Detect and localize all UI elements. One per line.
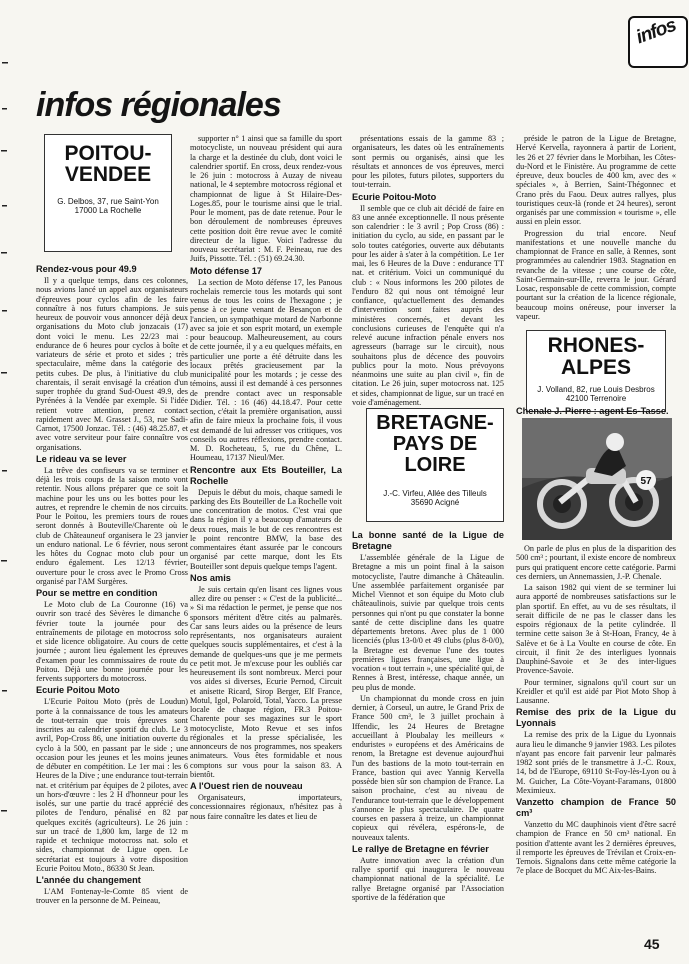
paragraph: On parle de plus en plus de la disparition des 500 cm³ ; pourtant, il existe encore de nombreux purs qui pratiquent encore cette catégorie. Parmi ces derniers, un Annemassien, J.-P. Chenale. [516,544,676,581]
paragraph: Organisateurs, importateurs, concessionnaires régionaux, n'hésitez pas à nous faire connaître les dates et lieu de [190,793,342,821]
page-number: 45 [644,936,660,952]
region-address: J.-C. Virfeu, Allée des Tilleuls 35690 Acigné [383,489,487,507]
heading: Ecurie Poitou Moto [36,685,120,696]
logo-text: infos [633,14,679,49]
column-1 [36,262,188,952]
paragraph: Il semble que ce club ait décidé de faire en 83 une année exceptionnelle. Il nous présente son calendrier : le 3 avril ; Pop Cross (86) : initiation du cyclo, au side, en passant par le solo toutes catégories, ouverte aux débutants pour les aider à s'ater à la compétition. Le 1er mai, les 6 Heures de la Duve : endurance TT nat. et critérium. Voici un communiqué du club : « Nous informons les 200 pilotes de l'enduro 82 qui nous ont témoigné leur confiance, qu'actuellement des demandes d'intervention sont faites auprès des ministères concernés, et devant les conclusions curieuses de l'enquête qui n'a relevé aucune infraction pénale envers nos agresseurs (barrage sur le circuit), nous souhaitons plus de décence des pouvoirs publics pour la moto. Nous prévoyons néanmoins une suite au plan civil », fin de citation. Le 26 juin, super motocross nat. 125 et sides, championnat de ligue, sur un tracé en voie d'aménagement. [352,203,504,407]
paragraph: L'AM Fontenay-le-Comte 85 vient de trouver en la personne de M. Peineau, [36,887,188,906]
paragraph: Progression du trial encore. Neuf manifestations et une nouvelle manche du championnat de France en salle, à Rennes, sont programmées au calendrier 1983. Stagnation en revanche de la vitesse ; une course de côte, Saint-Germain-sur-Ille, reverra le jour. Gérard Losac, responsable de cette commission, compte pourtant sur la création de la licence régionale, beaucoup moins onéreuse, pour inverser la vapeur. [516,228,676,321]
region-box-poitou [44,134,172,252]
heading: A l'Ouest rien de nouveau [190,781,303,791]
margin-marks [0,0,20,964]
rider-photo [522,418,672,540]
paragraph: Vanzetto du MC dauphinois vient d'être sacré champion de France en 50 cm³ national. En position d'attente avant les 2 dernières épreuves, il remporte les épreuves de Trévilan et Croix-en-Ternois. Signalons dans cette même catégorie la 7e place de Bocquet du MC Aix-les-Bains. [516,820,676,876]
heading: L'année du changement [36,875,141,885]
column-3-top [352,134,504,418]
column-4-top [516,134,676,348]
heading: Rendez-vous pour 49.9 [36,264,137,274]
heading: Le rideau va se lever [36,453,127,464]
region-title: POITOU- VENDEE [64,142,152,186]
paragraph: présentations essais de la gamme 83 ; organisateurs, les dates où les entraînements sont permis ou organisés, ainsi que les résultats et annonces de vos épreuves, merci pour les pilotes, futurs pilotes, supporters du tout-terrain. [352,134,504,190]
paragraph: La trêve des confiseurs va se terminer et déjà les trois coups de la saison moto vont retentir. Nous allons préparer que ce soit la machine pour les uns ou les bottes pour les autres, et reprendre le chemin de nos circuits. Pour le Poitou, les premiers tours de roues seront donnés à Bouteville/Charente où le club de Châteauneuf organisera le 23 janvier un enduro national. Le 6 février, nous seront les hôtes du Cognac moto club pour un enduro également. Les 12/13 février, ouverture pour le cross avec le Promo Cross organisé par l'AM Surgères. [36,465,188,586]
paragraph: supporter n° 1 ainsi que sa famille du sport motocycliste, un nouveau président qui aura la charge et la destinée du club, dont voici le calendrier sportif. En cross, deux rendez-vous le 26 juin : motocross à Auzay de niveau national, le 4 septembre motocross régional et championnat de ligue à St Hilaire-Des-Loges.85, pour le tourisme ainsi que le trial. Pour le moment, pas de date retenue. Pour le bon déroulement de nombreuses épreuves cette position doit être revue avec le comité directeur de la ligue. Voici l'adresse du nouveau secrétariat : M. F. Peineau, rue des Juifs, Pissotte. Tél. : (51) 69.24.30. [190,134,342,264]
paragraph: La remise des prix de la Ligue du Lyonnais aura lieu le dimanche 9 janvier 1983. Les pilotes n'ayant pas encore fait parvenir leur palmarès 1982 sont priés de le transmettre à J.-C. Roux, 14, bd de l'Europe, 69110 St-Foy-lès-Lyon ou à M. Guicher, La Côte-Voyant-Faramans, 01800 Meximieux. [516,730,676,795]
infos-logo [628,16,688,68]
heading: Le rallye de Bretagne en février [352,843,489,854]
paragraph: Un championnat du monde cross en juin dernier, à Corseul, un autre, le Grand Prix de France 500 cm³, le 3 juillet prochain à Iffendic, les 24 Heures de Bretagne accueillant à Ploubalay les meilleurs « enduristes » européens et des Américains de renom, la Bretagne est devenue aujourd'hui l'un des bastions de la moto tout-terrain en France, bastion qui avec Yannig Kervella possède bien sûr son champion de France. La saison prochaine, c'est au niveau de l'endurance tout-terrain que le développement s'annonce le plus spectaculaire. De quatre courses en passera à treize, un championnat copieux qui révélera, espérons-le, de nouveaux talents. [352,693,504,842]
heading: La bonne santé de la Ligue de Bretagne [352,530,504,551]
paragraph: Pour terminer, signalons qu'il court sur un Kreidler et qu'il est aidé par Piot Moto Shop à Lausanne. [516,677,676,705]
heading: Remise des prix de la Ligue du Lyonnais [516,707,676,729]
region-title: BRETAGNE- PAYS DE LOIRE [376,412,494,476]
paragraph: Il y a quelque temps, dans ces colonnes, nous avions lancé un appel aux organisateurs d'épreuves pour cyclos afin de les faire connaître à nos futurs champions. Je suis heureux de pouvoir vous annoncer déjà deux organisations du Moto club jonzacais (17) dont voici le menu. Les 22/23 mai : endurance de 6 heures pour cyclos à boîte et variateurs de série et proto et sides ; très spectaculaire, même dans la catégorie des petits cubes. De plus, à l'initiative du club charentais, il serait envisagé la création d'un super trophée du grand Sud-Ouest 49.9, des Pyrénées à la Vendée par exemple. Si l'idée retient votre attention, prenez contact rapidement avec M. Grasset J., 53, rue Sadi-Carnot, 17500 Jonzac. Tél. : (46) 48.25.87, et avec votre serviteur pour faire connaître vos organisations. [36,276,188,452]
region-box-bretagne [366,408,504,522]
heading: Moto défense 17 [190,265,262,276]
region-title: RHONES- ALPES [547,334,645,379]
column-2 [190,134,342,946]
paragraph: La section de Moto défense 17, les Panous rochelais remercie tous les motards qui sont venus de tous les coins de l'hexagone ; je pense à ce jeune venant de Besançon et de l'ancien, un sympathique motard de Narbonne avec sa joie et son esprit motard, un exemple pour beaucoup. Malheureusement, au cours de cette journée, il y a eu quelques méfaits, en particulier une porte a été détruite dans les locaux prêtés gracieusement par la municipalité pour les motards ; je cesse des témoins, aussi il est demandé à ces personnes de prendre contact avec un responsable Didier. Tél. : 16 (46) 44.18.47. Pour cette section, c'était la première organisation, aussi afin de faire mieux la prochaine fois, il vous est demandé de lui adresser vos critiques, vos conseils ou autres réflexions, prendre contact. M. D. Rocheteau, 5, rue du Chêne, L. Houmeau, 17137 Nieul/Mer. [190,277,342,463]
region-box-rhones [526,330,666,412]
heading: Pour se mettre en condition [36,588,158,598]
paragraph: La saison 1982 qui vient de se terminer lui aura apporté de nombreuses satisfactions sur le plan sportif. En effet, au vu de ses résultats, il serait difficile de ne pas le classer dans les espoirs régionaux de la petite cylindrée. Il termine cette saison 3e à St-Hoan, Francy, 4e à Salève et 6e à La Voulte en course de côte. En circuit, il finit 2e des interligues lyonnais Dauphiné-Savoie et 3e des inter-ligues Provence-Savoie. [516,583,676,676]
column-4-bottom [516,544,676,948]
page-title: infos régionales [36,86,281,124]
region-address: G. Delbos, 37, rue Saint-Yon 17000 La Rochelle [57,197,159,215]
column-3-bottom [352,528,504,946]
paragraph: L'assemblée générale de la Ligue de Bretagne a mis un point final à la saison motocycliste, l'autre dimanche à Châteaulin. Une assemblée parfaitement organisée par Michel Viennot et son équipe du Moto club châteaulinois, suivie par quelque trois cents personnes qui n'ont pu que constater la bonne santé de cette discipline dans les quatre départements bretons. Avec plus de 1 000 licenciés (plus 13-0/0 et 49 clubs (plus 8-0/0), la Bretagne est devenue l'une des toutes premières ligues françaises, une ligue à vocation « tout terrain », une spécialité qui, de Rennes à Brest, intéresse, chaque année, un peu plus de monde. [352,553,504,692]
heading: Nos amis [190,572,231,583]
paragraph: Autre innovation avec la création d'un rallye sportif qui inaugurera le nouveau championnat national de la spécialité. Le rallye Bretagne organisé par l'Association sportive de la fédération que [352,855,504,902]
photo-caption: Chenale J.-Pierre : agent Es-Tasse. [516,406,669,416]
paragraph: Depuis le début du mois, chaque samedi le parking des Ets Bouteiller de La Rochelle voit une concentration de motos. C'est vrai que dans la région il y a beaucoup d'amateurs de deux roues, mais le but de ces rencontres est le point rencontre BMW, la base des commentaires étant assurée par le concours organisé par cette marque, dont les Ets Bouteiller sont depuis quelque temps l'agent. [190,487,342,571]
race-plate-number: 57 [640,476,652,487]
region-address: J. Volland, 82, rue Louis Desbros 42100 Terrenoire [537,385,655,403]
paragraph: L'Ecurie Poitou Moto (près de Loudun) porte à la connaissance de tous les amateurs de tout-terrain que trois épreuves sont inscrites au calendrier sportif du club. Le 3 avril, Pop-Cross 86, une initiation ouverte du cyclo à la 500, en passant par le side ; une occasion pour les jeunes et les moins jeunes de débuter en compétition. Le 1er mai : les 6 Heures de la Dive ; une endurance tout-terrain nat. et critérium par équipes de 2 pilotes, avec un hors-d'œuvre : les 2 H d'honneur pour les isolés, sur une partie du tracé apprécié des pilotes de l'enduro, pénalisé en 82 par quelques excités (agriculteurs). Le 26 juin : sur un tracé de 1,800 km, large de 12 m rapide et technique motocross nat. solo et sides, championnat de Ligue open. Le secrétariat est toujours à votre disposition Ecurie Poitou Moto., 86330 St Jean. [36,697,188,873]
heading: Rencontre aux Ets Bouteiller, La Rochelle [190,464,342,486]
paragraph: préside le patron de la Ligue de Bretagne, Hervé Kervella, rayonnera à partir de Lorient, les 26 et 27 février dans le Morbihan, les Côtes-du-Nord et le Finistère. Au programme de cette épreuve, deux boucles de 400 km, avec des « spéciales », à Berrien, Saint-Thégonnec et Crano près du Faou. Deux autres rallyes, plus touristiques ceux-là (ronde et 24 heures), seront organisés par une commission « tourisme », elle aussi en plein essor. [516,134,676,227]
heading: Ecurie Poitou-Moto [352,191,437,202]
paragraph: Je suis certain qu'en lisant ces lignes vous allez dire ou penser : « C'est de la publicité... » Si ma rédaction le permet, je pense que nos sponsors méritent d'être cités au palmarès. Car sans leurs aides ou la présence de leurs représentants, nos organisateurs auraient quelques soucis supplémentaires, et c'est à la demande de quelques-uns que je me permets ce petit mot. Je m'excuse pour les oubliés car heureusement ils sont nombreux. Merci pour vos aides si diverses, Ecurie Pernod, Circuit et anisette Ricard, Sirop Berger, Elf France, Motul, Igol, Polaroïd, Total, Yacco. La presse locale de chaque région, FR.3 Poitou-Charente pour ses magazines sur le sport motocycliste, Moto Revue et ses infos régionales et la presse spécialisée, les annonceurs de nos programmes, nos speakers animateurs. Vous êtes formidable et nous comptons sur vous pour la saison 83. A bientôt. [190,584,342,779]
heading: Vanzetto champion de France 50 cm³ [516,797,676,818]
paragraph: Le Moto club de La Couronne (16) va ouvrir son tracé des Sèvères le dimanche 6 février toute la journée pour des entraînements de pilotage en motocross solo et side licence obligatoire. Au cours de cette journée ; auront lieu également les épreuves d'examen pour les commissaires de route du Poitou. Déjà une bonne journée pour les fervents supporters du motocross. [36,600,188,683]
